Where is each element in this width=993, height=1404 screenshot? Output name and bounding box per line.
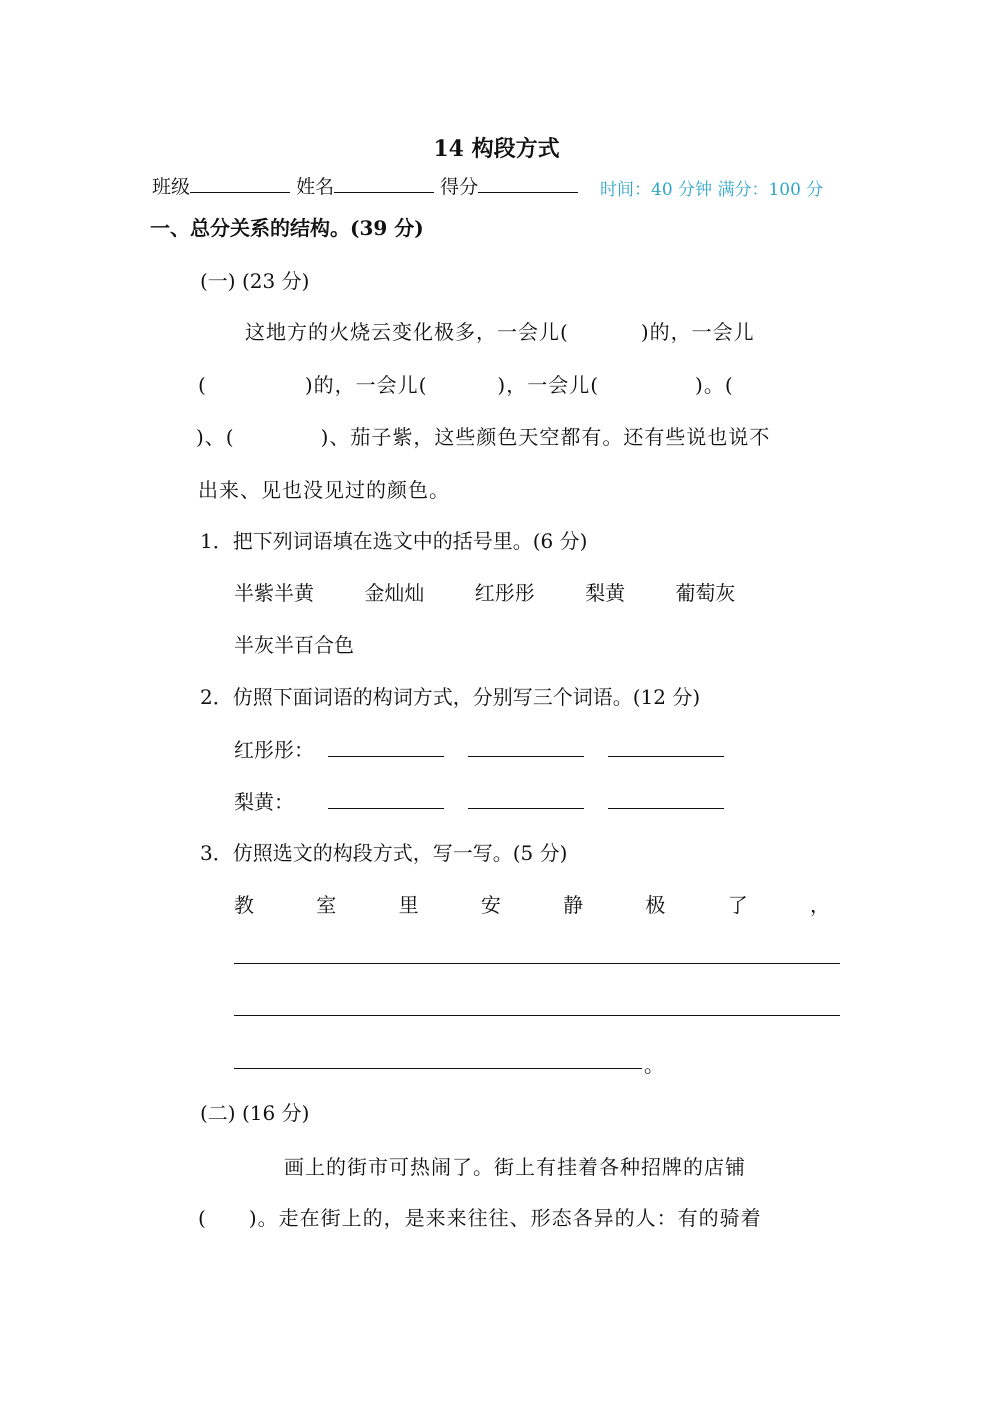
passage-2-line-1: 画上的街市可热闹了。街上有挂着各种招牌的店铺 — [284, 1155, 746, 1179]
end-mark: 。 — [644, 1053, 664, 1077]
section-heading: 一、总分关系的结构。(39 分) — [150, 216, 424, 240]
word-item: 金灿灿 — [364, 581, 425, 605]
word-bank — [234, 577, 779, 606]
passage-2-line-2: ( )。走在街上的，是来来往往、形态各异的人：有的骑着 — [198, 1206, 762, 1230]
score-field[interactable] — [478, 174, 578, 193]
passage-line-4: 出来、见也没见过的颜色。 — [198, 478, 450, 502]
name-label: 姓名 — [296, 176, 335, 198]
answer-line[interactable] — [468, 808, 584, 809]
answer-line[interactable] — [468, 756, 584, 757]
answer-line[interactable] — [608, 808, 724, 809]
score-label: 得分 — [440, 176, 479, 198]
word-item: 梨黄 — [585, 581, 626, 605]
word-item: 半紫半黄 — [234, 581, 314, 605]
word-item: 红彤彤 — [474, 581, 535, 605]
q2-row-1-label: 红彤彤： — [234, 738, 314, 762]
question-3: 3．仿照选文的构段方式，写一写。(5 分) — [200, 841, 568, 865]
info-row — [152, 172, 578, 199]
passage-line-3: )、( )、茄子紫，这些颜色天空都有。还有些说也说不 — [196, 425, 771, 449]
answer-line[interactable] — [608, 756, 724, 757]
writing-line[interactable] — [234, 963, 840, 964]
word-item: 半灰半百合色 — [234, 633, 354, 657]
writing-line[interactable] — [234, 1015, 840, 1016]
word-item: 葡萄灰 — [675, 581, 736, 605]
page-title: 14 构段方式 — [433, 136, 560, 162]
passage-line-2: ( )的，一会儿( )，一会儿( )。( — [198, 373, 734, 397]
class-field[interactable] — [190, 174, 290, 193]
q3-sentence-start: 教 室 里 安 静 极 了 ， — [234, 893, 830, 917]
q2-row-2-label: 梨黄： — [234, 790, 294, 814]
passage-line-1: 这地方的火烧云变化极多，一会儿( )的，一会儿 — [245, 320, 755, 344]
part-label: (二) (16 分) — [200, 1101, 310, 1125]
writing-line[interactable] — [234, 1068, 642, 1069]
question-2: 2．仿照下面词语的构词方式，分别写三个词语。(12 分) — [200, 685, 701, 709]
class-label: 班级 — [152, 176, 191, 198]
answer-line[interactable] — [328, 808, 444, 809]
time-score-info: 时间：40 分钟 满分：100 分 — [600, 180, 824, 200]
part-label: (一) (23 分) — [200, 269, 310, 293]
name-field[interactable] — [334, 174, 434, 193]
question-1: 1．把下列词语填在选文中的括号里。(6 分) — [200, 529, 588, 553]
answer-line[interactable] — [328, 756, 444, 757]
